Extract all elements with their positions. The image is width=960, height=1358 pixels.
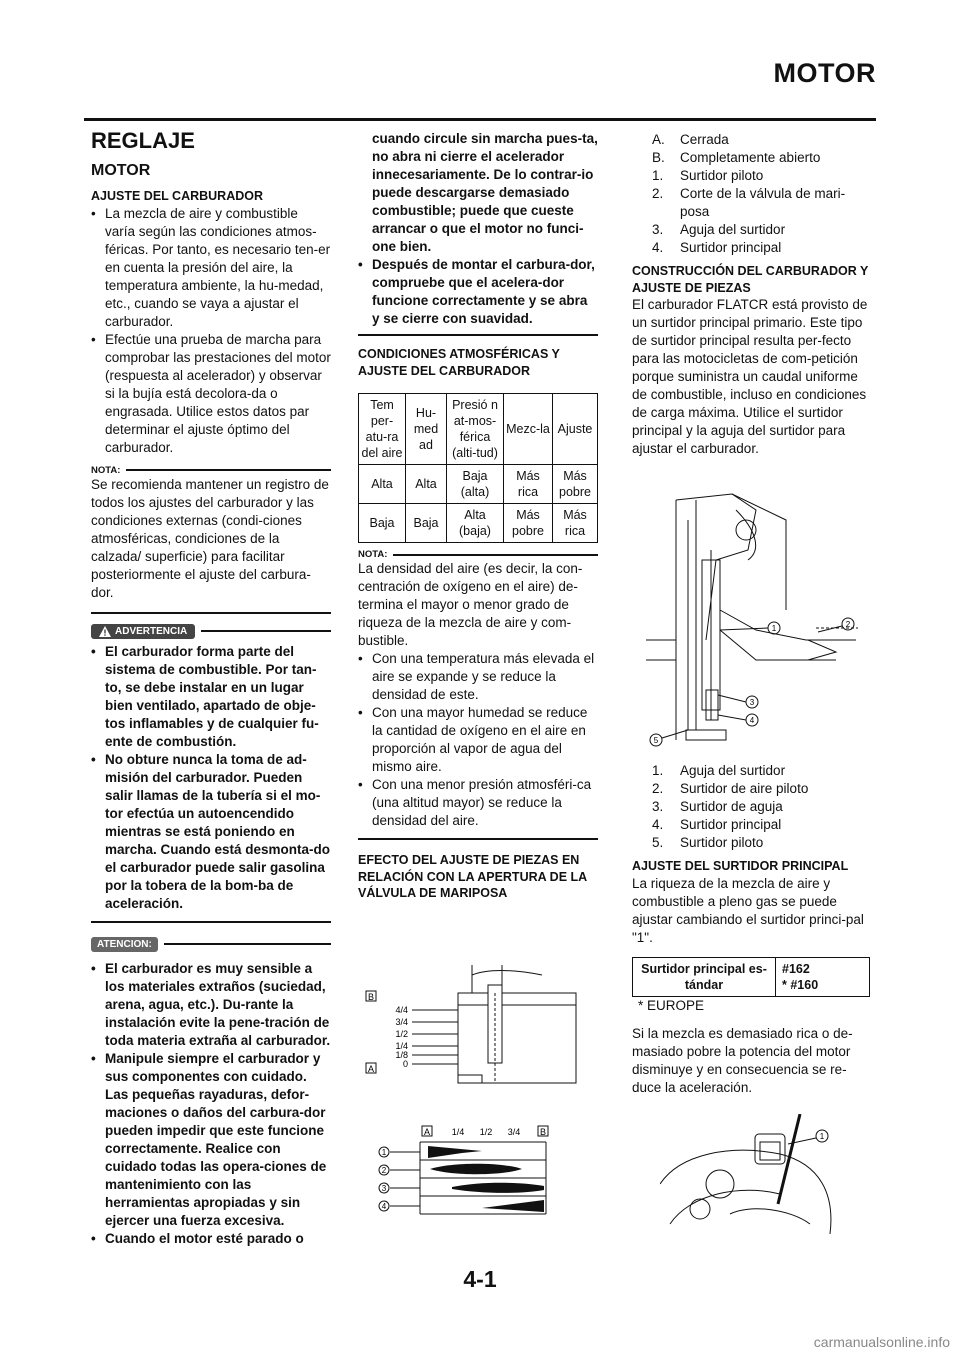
svg-text:1: 1 — [381, 1148, 387, 1157]
table-header: Presió n at-mos-férica (alti-tud) — [447, 394, 504, 465]
scale-label: 1/8 — [395, 1050, 408, 1060]
table-row — [359, 465, 598, 504]
caution-bullets-2 — [358, 256, 598, 328]
section-title: MOTOR — [773, 58, 876, 88]
legend-2 — [632, 762, 872, 852]
throttle-cut-shape — [430, 1164, 522, 1175]
table-cell: Baja — [359, 504, 406, 543]
list-item: • Efectúe una prueba de marcha para comprobar las prestaciones del motor (respuesta al acelerador) y observar si la bujía está decolora-da o engrasada. Utilice estos datos par determinar el ajuste óptimo del carburador. — [91, 331, 331, 457]
main-jet-text: La riqueza de la mezcla de aire y combustible a pleno gas se puede ajustar cambiando el surtidor princi-pal "1". — [632, 875, 864, 945]
table-cell: Alta — [406, 465, 447, 504]
note-text: Se recomienda mantener un registro de todos los ajustes del carburador y las condiciones externas (condi-ciones atmosféricas, condiciones de la calzada/ superficie) para facilitar posteriormente el ajuste del carbura-dor. — [91, 476, 329, 600]
subheading: MOTOR — [91, 162, 151, 179]
atm-heading: CONDICIONES ATMOSFÉRICAS Y AJUSTE DEL CARBURADOR — [358, 347, 560, 378]
list-item: • La mezcla de aire y combustible varía según las condiciones atmos-féricas. Por tanto, es necesario ten-er en cuenta la presión del aire, la temperatura ambiente, la hu-medad, etc., cuando se vaya a ajustar el carburador. — [91, 205, 331, 331]
svg-text:4: 4 — [749, 716, 755, 725]
table-cell: Más pobre — [504, 504, 553, 543]
label-b: B — [367, 992, 375, 1002]
table-header: Tem per-atu-ra del aire — [359, 394, 406, 465]
table-header: Ajuste — [553, 394, 598, 465]
list-item: • Cuando el motor esté parado o — [91, 1230, 331, 1248]
scale-label: 3/4 — [395, 1017, 408, 1027]
table-header: Hu-med ad — [406, 394, 447, 465]
list-item: • Manipule siempre el carburador y sus componentes con cuidado. Las pequeñas rayaduras, defor-maciones o daños del carbura-dor pueden impedir que este funcione correctamente. Realice con cuidado todas las opera-ciones de mantenimiento con las herramientas apropiadas y sin ejercer una fuerza excesiva. — [91, 1050, 331, 1230]
carb-heading: AJUSTE DEL CARBURADOR — [91, 189, 264, 203]
header-rule — [84, 118, 876, 121]
scale-label: 1/4 — [395, 1041, 408, 1051]
list-item: 3. Aguja del surtidor — [652, 222, 786, 237]
svg-text:5: 5 — [653, 736, 659, 745]
list-item: B. Completamente abierto — [652, 150, 821, 165]
list-item: 2. Surtidor de aire piloto — [652, 781, 809, 796]
svg-text:2: 2 — [845, 620, 851, 629]
watermark: carmanualsonline.info — [813, 1334, 950, 1350]
table-row — [359, 504, 598, 543]
list-item: 2. Corte de la válvula de mari-posa — [652, 186, 846, 219]
callout-1 — [768, 622, 780, 634]
carburetor-section-figure — [636, 490, 868, 754]
scale-label: 4/4 — [395, 1005, 408, 1015]
tick-label: 1/2 — [479, 1127, 493, 1137]
spec-label: Surtidor principal es-tándar — [633, 957, 776, 996]
callout-3 — [379, 1183, 389, 1193]
list-item: • Con una menor presión atmosféri-ca (una altitud mayor) se reduce la densidad del aire. — [358, 776, 598, 830]
page-number: 4-1 — [463, 1266, 497, 1292]
table-cell: Alta — [359, 465, 406, 504]
svg-text:3: 3 — [749, 698, 755, 707]
callout-1 — [816, 1130, 828, 1142]
callout-3 — [746, 696, 758, 708]
legend-1 — [632, 131, 872, 257]
svg-text:1: 1 — [771, 624, 777, 633]
caution-label: ATENCION: — [91, 937, 158, 952]
effect-heading: EFECTO DEL AJUSTE DE PIEZAS EN RELACIÓN CON LA APERTURA DE LA VÁLVULA DE MARIPOSA — [358, 853, 587, 900]
note-text: La densidad del aire (es decir, la con-centración de oxígeno en el aire) de-termina el mayor o menor grado de riqueza de la mezcla de aire y com-bustible. — [358, 561, 583, 648]
caution-header — [91, 937, 331, 952]
carb-bullets — [91, 205, 331, 457]
label-b: B — [539, 1127, 547, 1137]
construction-heading: CONSTRUCCIÓN DEL CARBURADOR Y AJUSTE DE PIEZAS — [632, 264, 869, 295]
scale-label: 0 — [402, 1059, 408, 1069]
table-header: Mezc-la — [504, 394, 553, 465]
conditions-table — [358, 393, 598, 543]
divider — [91, 612, 331, 614]
list-item: • Con una mayor humedad se reduce la cantidad de oxígeno en el aire en proporción al vapor de agua del mismo aire. — [358, 704, 598, 776]
note-header — [358, 549, 598, 560]
warning-bullets — [91, 643, 331, 913]
column-2 — [358, 130, 598, 902]
list-item: 4. Surtidor principal — [652, 240, 782, 255]
list-item: 1. Aguja del surtidor — [652, 763, 786, 778]
caution-bullets — [91, 960, 331, 1248]
list-item: A. Cerrada — [652, 132, 729, 147]
construction-text: El carburador FLATCR está provisto de un surtidor principal primario. Este tipo de surtidor principal resulta per-fecto para las motocicletas de com-petición porque suministra un caudal uniforme de combustible, incluso en condiciones de carga máxima. Utilice el surtidor principal y la aguja del surtidor para ajustar el carburador. — [632, 297, 868, 456]
spec-value: #162 — [782, 961, 810, 976]
note-header — [91, 465, 331, 476]
note-label: NOTA: — [358, 549, 388, 560]
list-item: • Con una temperatura más elevada el aire se expande y se reduce la densidad de este. — [358, 650, 598, 704]
page-heading: REGLAJE — [91, 128, 195, 153]
scale-label: 1/2 — [395, 1029, 408, 1039]
svg-text:1: 1 — [819, 1132, 825, 1141]
callout-1 — [379, 1147, 389, 1157]
list-item: • El carburador forma parte del sistema de combustible. Por tan-to, se debe instalar en un lugar bien ventilado, apartado de obje-tos inflamables y de cualquier fu-ente de combustión. — [91, 643, 331, 751]
table-cell: Baja — [406, 504, 447, 543]
table-cell: Alta (baja) — [447, 504, 504, 543]
table-row — [359, 394, 598, 465]
divider — [358, 838, 598, 840]
table-cell: Baja (alta) — [447, 465, 504, 504]
svg-text:3: 3 — [381, 1184, 387, 1193]
throttle-valve-figure — [362, 965, 582, 1085]
main-jet-heading: AJUSTE DEL SURTIDOR PRINCIPAL — [632, 859, 849, 873]
main-jet-figure — [660, 1114, 840, 1240]
rich-mixture-text: Si la mezcla es demasiado rica o de-masiado pobre la potencia del motor disminuye y en consecuencia se re-duce la aceleración. — [632, 1025, 853, 1095]
callout-4 — [379, 1201, 389, 1211]
warning-icon — [99, 626, 111, 637]
column-3-lower — [632, 762, 872, 1097]
main-jet-shape — [482, 1200, 544, 1212]
tick-label: 1/4 — [451, 1127, 465, 1137]
pilot-jet-shape — [428, 1146, 482, 1158]
effect-chart-figure — [372, 1124, 572, 1216]
svg-text:4: 4 — [381, 1202, 387, 1211]
callout-2 — [842, 618, 854, 630]
callout-5 — [650, 734, 662, 746]
list-item: 3. Surtidor de aguja — [652, 799, 783, 814]
spec-values — [776, 957, 870, 996]
tick-label: 3/4 — [507, 1127, 521, 1137]
list-item: • Después de montar el carbura-dor, compruebe que el acelera-dor funcione correctamente y se abra y se cierre con suavidad. — [358, 256, 598, 328]
divider — [91, 921, 331, 923]
warning-badge — [91, 624, 195, 639]
needle-jet-shape — [452, 1183, 544, 1193]
column-1 — [91, 128, 331, 1248]
list-item: 5. Surtidor piloto — [652, 835, 764, 850]
table-cell: Más pobre — [553, 465, 598, 504]
svg-text:2: 2 — [381, 1166, 387, 1175]
table-row — [633, 957, 870, 996]
list-item: 1. Surtidor piloto — [652, 168, 764, 183]
label-a: A — [367, 1064, 375, 1074]
table-cell: Más rica — [504, 465, 553, 504]
callout-2 — [379, 1165, 389, 1175]
warning-header — [91, 624, 331, 639]
column-3 — [632, 131, 872, 458]
list-item: • No obture nunca la toma de ad-misión del carburador. Pueden salir llamas de la tubería si el mo-tor efectúa un autoencendido mientras se está poniendo en marcha. Cuando está desmonta-do el carburador puede salir gasolina por la tobera de la bom-ba de aceleración. — [91, 751, 331, 913]
note-label: NOTA: — [91, 464, 121, 476]
caution-continued: cuando circule sin marcha pues-ta, no abra ni cierre el acelerador innecesariamente. De lo contrar-io puede descargarse demasiado combustible; puede que cueste arrancar o que el motor no funci-one bien. — [372, 131, 598, 254]
divider — [358, 334, 598, 336]
spec-value: * #160 — [782, 977, 819, 992]
list-item: 4. Surtidor principal — [652, 817, 782, 832]
warning-label: ADVERTENCIA — [115, 625, 188, 637]
callout-4 — [746, 714, 758, 726]
note-bullets — [358, 650, 598, 830]
europe-note: * EUROPE — [638, 997, 705, 1013]
table-cell: Más rica — [553, 504, 598, 543]
list-item: • El carburador es muy sensible a los materiales extraños (suciedad, arena, agua, etc.). Du-rante la instalación evite la pene-tración de toda materia extraña al carburador. — [91, 960, 331, 1050]
label-a: A — [423, 1127, 431, 1137]
main-jet-spec-table — [632, 957, 870, 997]
